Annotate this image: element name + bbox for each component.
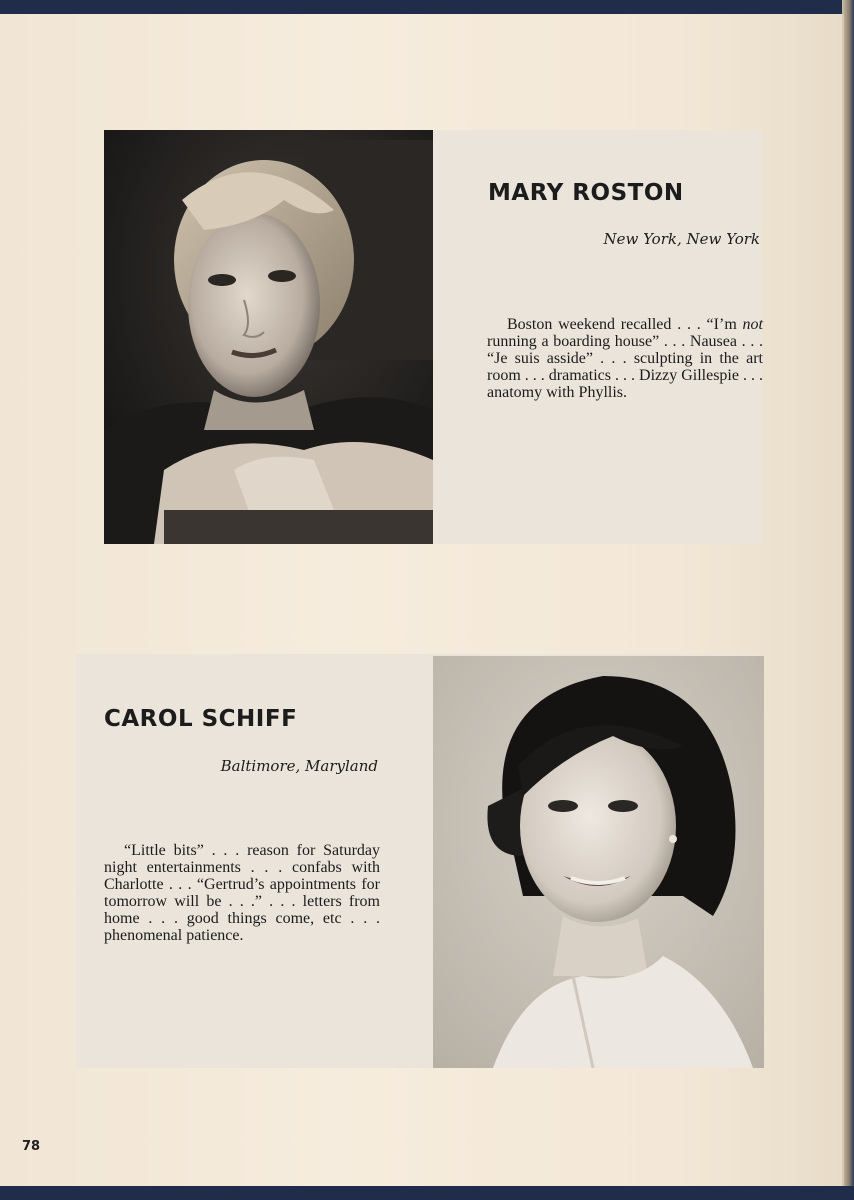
student-bio	[104, 842, 380, 944]
bottom-edge	[0, 1186, 854, 1200]
yearbook-page	[0, 14, 844, 1186]
student-hometown: Baltimore, Maryland	[220, 757, 378, 775]
student-name: MARY ROSTON	[488, 180, 684, 206]
bio-text: running a boarding house” . . . Nausea . . . “Je suis asside” . . . sculpting in the art room . . . dramatics . . . Dizzy Gillespie . . . anatomy with Phyllis.	[487, 333, 763, 401]
bio-emphasis: not	[742, 316, 763, 333]
top-edge	[0, 0, 854, 14]
portrait-schiff-image	[433, 656, 764, 1068]
portrait-photo-roston	[104, 130, 433, 544]
page-number: 78	[22, 1139, 41, 1154]
portrait-photo-schiff	[433, 656, 764, 1068]
student-hometown: New York, New York	[603, 230, 760, 248]
portrait-roston-image	[104, 130, 433, 544]
student-name: CAROL SCHIFF	[104, 706, 298, 732]
bio-text: Boston weekend recalled . . . “I’m	[507, 316, 743, 333]
student-bio	[487, 316, 763, 401]
bio-text: “Little bits” . . . reason for Saturday night entertainments . . . confabs with Charlotte . . . “Gertrud’s appointments for tomorrow will be . . .” . . . letters from home . . . good things come, etc . . . phenomenal patience.	[104, 842, 380, 944]
